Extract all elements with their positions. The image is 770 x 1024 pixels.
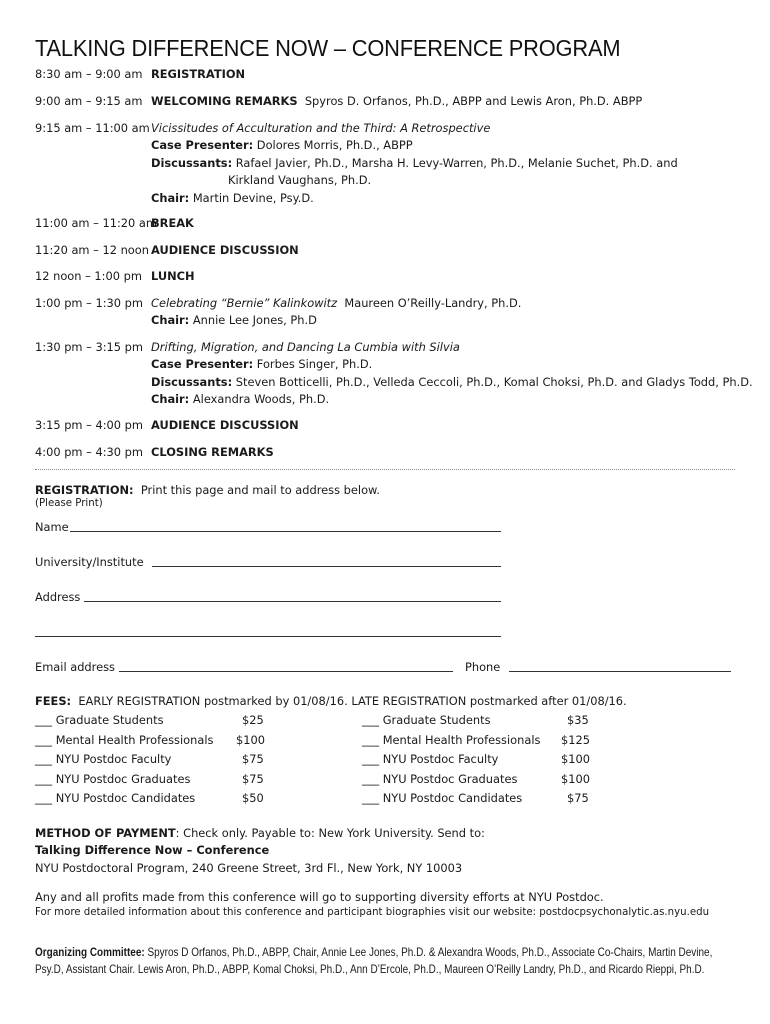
- fee-row[interactable]: [35, 731, 335, 751]
- discussants-continued: Kirkland Vaughans, Ph.D.: [228, 173, 372, 188]
- fee-category: Graduate Students: [55, 713, 164, 727]
- fee-category: NYU Postdoc Candidates: [382, 791, 523, 806]
- dotted-divider: [35, 469, 735, 470]
- checkbox-blank[interactable]: ___: [362, 732, 380, 747]
- schedule-time: 8:30 am – 9:00 am: [35, 67, 143, 81]
- schedule-time: 12 noon – 1:00 pm: [35, 269, 142, 283]
- fee-category: Graduate Students: [382, 713, 491, 727]
- checkbox-blank[interactable]: ___: [362, 791, 380, 806]
- mailing-address: NYU Postdoctoral Program, 240 Greene Street, 3rd Fl., New York, NY 10003: [35, 861, 463, 875]
- fee-amount: $75: [242, 771, 264, 786]
- fee-amount: $125: [561, 732, 590, 747]
- payment-instructions: : Check only. Payable to: New York University. Send to:: [175, 826, 485, 840]
- fee-category: NYU Postdoc Faculty: [55, 752, 172, 767]
- case-presenter-label: Case Presenter:: [151, 357, 254, 372]
- page-title: TALKING DIFFERENCE NOW – CONFERENCE PROGRAM: [35, 35, 621, 61]
- payment-label: METHOD OF PAYMENT: [35, 826, 176, 840]
- schedule-time: 11:20 am – 12 noon: [35, 243, 149, 257]
- chair-label: Chair:: [151, 313, 190, 328]
- early-fees-list: [35, 711, 335, 809]
- schedule-label: BREAK: [151, 216, 194, 230]
- case-presenter: Forbes Singer, Ph.D.: [256, 357, 373, 372]
- chair: Annie Lee Jones, Ph.D: [192, 313, 317, 328]
- registration-instruction: Print this page and mail to address below.: [140, 483, 380, 497]
- fee-amount: $75: [567, 791, 589, 806]
- schedule-label: REGISTRATION: [151, 67, 246, 81]
- discussants-label: Discussants:: [151, 374, 233, 389]
- please-print-note: (Please Print): [35, 498, 103, 509]
- payment-method: [35, 825, 485, 841]
- schedule-label: AUDIENCE DISCUSSION: [151, 243, 299, 257]
- address-field[interactable]: [84, 601, 501, 602]
- schedule-time: 4:00 pm – 4:30 pm: [35, 445, 143, 459]
- schedule-time: 3:15 pm – 4:00 pm: [35, 418, 143, 432]
- address-label: Address: [35, 590, 81, 604]
- schedule-label: AUDIENCE DISCUSSION: [151, 418, 299, 432]
- session-speaker: Maureen O’Reilly-Landry, Ph.D.: [344, 296, 522, 310]
- discussants: Rafael Javier, Ph.D., Marsha H. Levy-Warren, Ph.D., Melanie Suchet, Ph.D. and: [235, 155, 678, 170]
- fee-category: NYU Postdoc Graduates: [55, 771, 191, 786]
- fee-amount: $25: [242, 713, 264, 727]
- email-field[interactable]: [119, 671, 453, 672]
- fee-row[interactable]: [362, 770, 642, 790]
- checkbox-blank[interactable]: ___: [35, 771, 53, 786]
- payee-name: Talking Difference Now – Conference: [35, 843, 270, 857]
- fee-category: NYU Postdoc Graduates: [382, 771, 518, 786]
- checkbox-blank[interactable]: ___: [362, 752, 380, 767]
- fee-amount: $100: [561, 752, 590, 767]
- late-fees-list: [362, 711, 642, 809]
- session-title: Drifting, Migration, and Dancing La Cumbia with Silvia: [151, 340, 460, 354]
- name-field[interactable]: [70, 531, 501, 532]
- university-label: University/Institute: [35, 555, 144, 569]
- fee-category: NYU Postdoc Faculty: [382, 752, 499, 767]
- fee-row[interactable]: [362, 750, 642, 770]
- fees-dates: EARLY REGISTRATION postmarked by 01/08/16. LATE REGISTRATION postmarked after 01/08/16.: [78, 694, 627, 708]
- name-label: Name: [35, 520, 69, 534]
- chair-label: Chair:: [151, 392, 190, 407]
- fee-row[interactable]: [362, 731, 642, 751]
- fee-row[interactable]: [35, 750, 335, 770]
- committee-members: Spyros D Orfanos, Ph.D., ABPP, Chair, Annie Lee Jones, Ph.D. & Alexandra Woods, Ph.D., Associate Co-Chairs, Martin Devine, Psy.D, Assistant Chair. Lewis Aron, Ph.D., ABPP, Komal Choksi, Ph.D., Ann D’Ercole, Ph.D., Maureen O’Reilly Landry, Ph.D., and Ricardo Rieppi, Ph.D.: [35, 946, 713, 976]
- chair-label: Chair:: [151, 190, 190, 205]
- schedule-label: WELCOMING REMARKS: [151, 94, 298, 108]
- organizing-committee: [35, 944, 733, 978]
- checkbox-blank[interactable]: ___: [362, 771, 380, 786]
- checkbox-blank[interactable]: ___: [35, 713, 53, 727]
- fee-category: Mental Health Professionals: [55, 732, 214, 747]
- schedule-label: CLOSING REMARKS: [151, 445, 274, 459]
- registration-label: REGISTRATION:: [35, 483, 134, 497]
- schedule-time: 9:15 am – 11:00 am: [35, 121, 150, 135]
- fee-row[interactable]: [362, 789, 642, 809]
- chair: Martin Devine, Psy.D.: [192, 190, 314, 205]
- fee-row[interactable]: [35, 711, 335, 731]
- discussants: Steven Botticelli, Ph.D., Velleda Ceccoli, Ph.D., Komal Choksi, Ph.D. and Gladys Todd, Ph.D.: [235, 374, 753, 389]
- checkbox-blank[interactable]: ___: [362, 713, 380, 727]
- fee-row[interactable]: [362, 711, 642, 731]
- schedule-time: 1:00 pm – 1:30 pm: [35, 296, 143, 310]
- case-presenter-label: Case Presenter:: [151, 138, 254, 153]
- schedule-speakers: Spyros D. Orfanos, Ph.D., ABPP and Lewis Aron, Ph.D. ABPP: [304, 94, 643, 108]
- fee-category: Mental Health Professionals: [382, 732, 541, 747]
- address-field-line-2[interactable]: [35, 636, 501, 637]
- fee-amount: $35: [567, 713, 589, 727]
- fee-amount: $100: [561, 771, 590, 786]
- checkbox-blank[interactable]: ___: [35, 791, 53, 806]
- fees-heading: [35, 693, 627, 709]
- checkbox-blank[interactable]: ___: [35, 752, 53, 767]
- phone-label: Phone: [465, 660, 501, 674]
- discussants-label: Discussants:: [151, 155, 233, 170]
- schedule-label: LUNCH: [151, 269, 195, 283]
- session-title: Celebrating “Bernie” Kalinkowitz: [151, 296, 338, 310]
- fee-row[interactable]: [35, 770, 335, 790]
- fee-category: NYU Postdoc Candidates: [55, 791, 196, 806]
- phone-field[interactable]: [509, 671, 731, 672]
- fee-amount: $75: [242, 752, 264, 767]
- university-field[interactable]: [152, 566, 501, 567]
- profits-note: Any and all profits made from this conference will go to supporting diversity efforts at NYU Postdoc.: [35, 890, 604, 904]
- fee-amount: $100: [236, 732, 265, 747]
- committee-label: Organizing Committee:: [35, 946, 145, 959]
- website-note: For more detailed information about this conference and participant biographies visit our website: postdocpsychonalytic.as.nyu.edu: [35, 907, 710, 918]
- fee-row[interactable]: [35, 789, 335, 809]
- chair: Alexandra Woods, Ph.D.: [192, 392, 330, 407]
- session-title: Vicissitudes of Acculturation and the Third: A Retrospective: [151, 121, 491, 135]
- case-presenter: Dolores Morris, Ph.D., ABPP: [256, 138, 413, 153]
- checkbox-blank[interactable]: ___: [35, 732, 53, 747]
- schedule-time: 11:00 am – 11:20 am: [35, 216, 157, 230]
- schedule-time: 1:30 pm – 3:15 pm: [35, 340, 143, 354]
- fee-amount: $50: [242, 791, 264, 806]
- fees-label: FEES:: [35, 694, 72, 708]
- schedule-time: 9:00 am – 9:15 am: [35, 94, 143, 108]
- email-label: Email address: [35, 660, 115, 674]
